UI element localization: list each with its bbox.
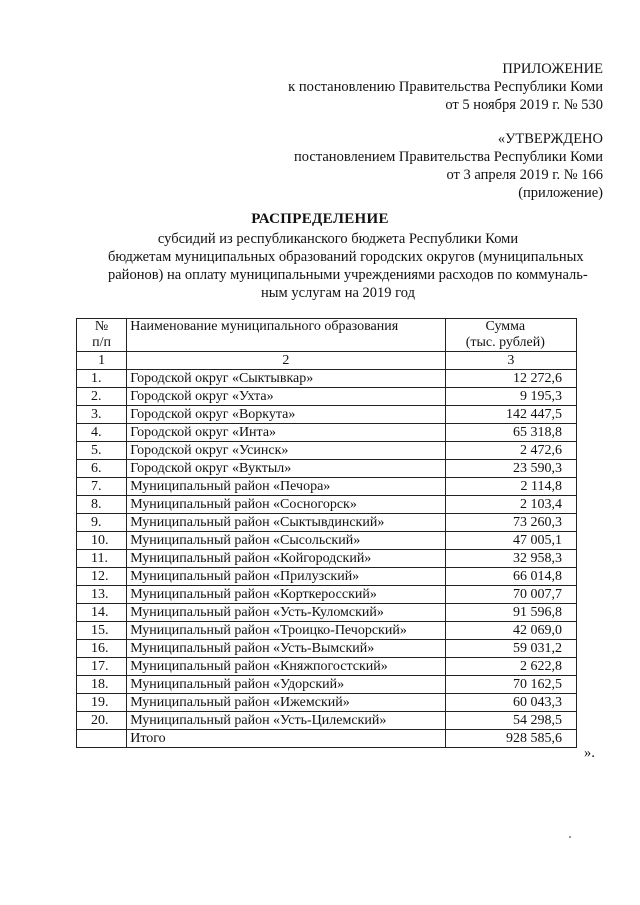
row-sum: 60 043,3 (445, 694, 576, 712)
row-number: 6. (77, 460, 127, 478)
table-row (77, 568, 577, 586)
row-number: 11. (77, 550, 127, 568)
row-number: 7. (77, 478, 127, 496)
approved-decree-ref: постановлением Правительства Республики Коми (294, 149, 603, 165)
table-row (77, 460, 577, 478)
table-row (77, 388, 577, 406)
row-municipality: Муниципальный район «Сыктывдинский» (127, 514, 445, 532)
table-row (77, 478, 577, 496)
row-number: 8. (77, 496, 127, 514)
row-municipality: Городской округ «Усинск» (127, 442, 445, 460)
approved-appendix-note: (приложение) (518, 185, 603, 201)
table-row (77, 694, 577, 712)
row-municipality: Муниципальный район «Прилузский» (127, 568, 445, 586)
row-number: 2. (77, 388, 127, 406)
row-municipality: Городской округ «Вуктыл» (127, 460, 445, 478)
document-subtitle (108, 230, 588, 302)
row-municipality: Городской округ «Инта» (127, 424, 445, 442)
approved-header (294, 130, 603, 202)
row-sum: 66 014,8 (445, 568, 576, 586)
total-sum: 928 585,6 (445, 730, 576, 748)
appendix-label: ПРИЛОЖЕНИЕ (502, 61, 603, 77)
row-sum: 54 298,5 (445, 712, 576, 730)
appendix-header (288, 60, 603, 114)
table-body (77, 370, 577, 730)
appendix-decree-date: от 5 ноября 2019 г. № 530 (445, 97, 603, 113)
row-municipality: Городской округ «Ухта» (127, 388, 445, 406)
table-row (77, 496, 577, 514)
row-number: 18. (77, 676, 127, 694)
row-sum: 91 596,8 (445, 604, 576, 622)
row-number: 14. (77, 604, 127, 622)
row-municipality: Муниципальный район «Усть-Вымский» (127, 640, 445, 658)
table-row (77, 370, 577, 388)
document-title: РАСПРЕДЕЛЕНИЕ (251, 211, 389, 227)
table-row (77, 622, 577, 640)
column-index: 1 (77, 352, 127, 370)
table-row (77, 658, 577, 676)
row-municipality: Муниципальный район «Сысольский» (127, 532, 445, 550)
row-sum: 12 272,6 (445, 370, 576, 388)
row-sum: 9 195,3 (445, 388, 576, 406)
row-sum: 2 114,8 (445, 478, 576, 496)
row-municipality: Муниципальный район «Троицко-Печорский» (127, 622, 445, 640)
scan-speck (569, 836, 571, 838)
appendix-decree-ref: к постановлению Правительства Республики Коми (288, 79, 603, 95)
approved-label: «УТВЕРЖДЕНО (497, 131, 603, 147)
total-row (77, 730, 577, 748)
row-sum: 59 031,2 (445, 640, 576, 658)
header-sum-unit: (тыс. рублей) (465, 335, 545, 350)
total-label: Итого (127, 730, 445, 748)
header-sum-label: Сумма (485, 319, 526, 334)
row-number: 12. (77, 568, 127, 586)
row-municipality: Муниципальный район «Княжпогостский» (127, 658, 445, 676)
header-sum (445, 319, 576, 352)
header-name: Наименование муниципального образования (127, 319, 445, 352)
row-sum: 23 590,3 (445, 460, 576, 478)
column-index: 2 (127, 352, 445, 370)
row-sum: 73 260,3 (445, 514, 576, 532)
column-index: 3 (445, 352, 576, 370)
table-row (77, 676, 577, 694)
subtitle-line: ным услугам на 2019 год (261, 285, 415, 301)
row-municipality: Городской округ «Сыктывкар» (127, 370, 445, 388)
row-sum: 142 447,5 (445, 406, 576, 424)
row-sum: 32 958,3 (445, 550, 576, 568)
row-sum: 2 472,6 (445, 442, 576, 460)
subtitle-line: субсидий из республиканского бюджета Республики Коми (157, 231, 519, 247)
row-number: 15. (77, 622, 127, 640)
subtitle-line: районов) на оплату муниципальными учреждениями расходов по коммуналь- (108, 267, 588, 283)
row-municipality: Муниципальный район «Усть-Куломский» (127, 604, 445, 622)
table-row (77, 550, 577, 568)
row-municipality: Муниципальный район «Ижемский» (127, 694, 445, 712)
row-number: 1. (77, 370, 127, 388)
approved-decree-date: от 3 апреля 2019 г. № 166 (446, 167, 603, 183)
row-municipality: Муниципальный район «Удорский» (127, 676, 445, 694)
row-sum: 2 622,8 (445, 658, 576, 676)
row-municipality: Муниципальный район «Печора» (127, 478, 445, 496)
table-row (77, 442, 577, 460)
row-sum: 65 318,8 (445, 424, 576, 442)
subtitle-line: бюджетам муниципальных образований городских округов (муниципальных (108, 249, 584, 265)
table-row (77, 514, 577, 532)
column-index-row (77, 352, 577, 370)
closing-quote: ». (584, 745, 595, 761)
row-municipality: Муниципальный район «Усть-Цилемский» (127, 712, 445, 730)
row-sum: 70 007,7 (445, 586, 576, 604)
row-municipality: Муниципальный район «Койгородский» (127, 550, 445, 568)
row-number: 9. (77, 514, 127, 532)
header-number-abbr: п/п (92, 335, 112, 350)
row-sum: 47 005,1 (445, 532, 576, 550)
row-number: 10. (77, 532, 127, 550)
row-number: 16. (77, 640, 127, 658)
row-number: 17. (77, 658, 127, 676)
total-num-cell (77, 730, 127, 748)
row-sum: 42 069,0 (445, 622, 576, 640)
table-row (77, 406, 577, 424)
row-municipality: Муниципальный район «Сосногорск» (127, 496, 445, 514)
table-row (77, 712, 577, 730)
row-number: 5. (77, 442, 127, 460)
row-sum: 2 103,4 (445, 496, 576, 514)
row-municipality: Муниципальный район «Корткеросский» (127, 586, 445, 604)
table-row (77, 586, 577, 604)
row-number: 20. (77, 712, 127, 730)
row-number: 3. (77, 406, 127, 424)
table-row (77, 640, 577, 658)
table-header-row (77, 319, 577, 352)
subsidy-table (76, 318, 577, 748)
table-row (77, 424, 577, 442)
header-number-sign: № (94, 319, 109, 334)
table-row (77, 532, 577, 550)
header-number (77, 319, 127, 352)
row-sum: 70 162,5 (445, 676, 576, 694)
row-number: 19. (77, 694, 127, 712)
row-number: 13. (77, 586, 127, 604)
row-number: 4. (77, 424, 127, 442)
table-row (77, 604, 577, 622)
row-municipality: Городской округ «Воркута» (127, 406, 445, 424)
